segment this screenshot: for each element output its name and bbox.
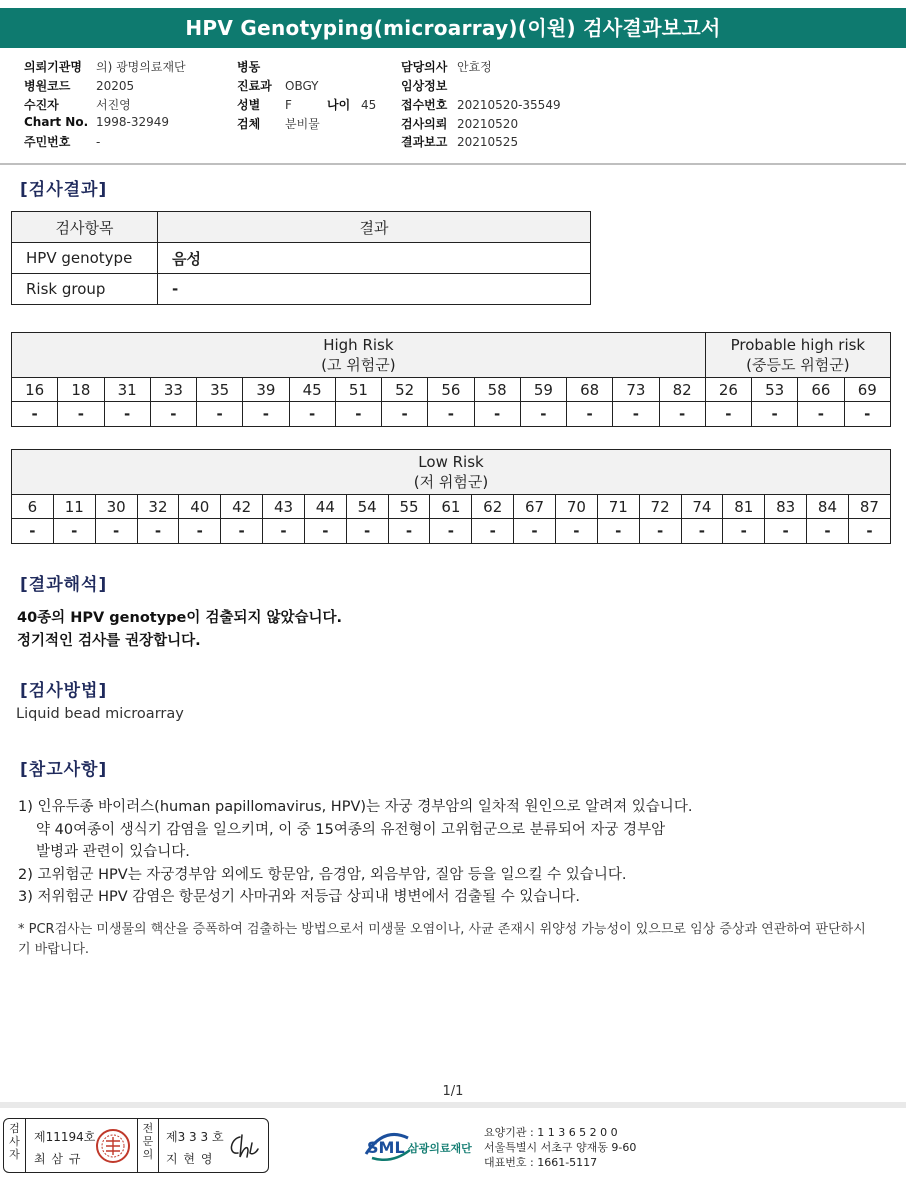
hpv-type-cell: 43 bbox=[263, 495, 305, 519]
hpv-type-cell: 55 bbox=[388, 495, 430, 519]
high-risk-header bbox=[12, 333, 706, 378]
method-text: Liquid bead microarray bbox=[16, 706, 184, 722]
company-address: 서울특별시 서초구 양재동 9-60 bbox=[484, 1141, 637, 1154]
hpv-result-cell: - bbox=[430, 519, 472, 544]
examinee-value: 서진영 bbox=[96, 98, 131, 112]
hpv-type-cell: 56 bbox=[428, 378, 474, 402]
hpv-type-cell: 30 bbox=[95, 495, 137, 519]
interpretation-text bbox=[17, 607, 342, 653]
hpv-result-cell: - bbox=[848, 519, 890, 544]
org-code: 요양기관 : 1 1 3 6 5 2 0 0 bbox=[484, 1126, 618, 1139]
hpv-result-cell: - bbox=[12, 519, 54, 544]
sex-label: 성별 bbox=[237, 98, 261, 112]
logo-text: SML bbox=[367, 1138, 405, 1157]
examiner-license: 제11194호 bbox=[34, 1130, 96, 1144]
result-header-item: 검사항목 bbox=[12, 212, 158, 243]
result-value: - bbox=[158, 274, 591, 305]
notes-section-title: [참고사항] bbox=[20, 760, 108, 780]
hpv-type-cell: 26 bbox=[705, 378, 751, 402]
request-date-label: 검사의뢰 bbox=[401, 117, 448, 131]
receipt-no-label: 접수번호 bbox=[401, 98, 448, 112]
low-risk-title: Low Risk bbox=[418, 453, 484, 471]
note-2: 2) 고위험군 HPV는 자궁경부암 외에도 항문암, 음경암, 외음부암, 질암 등을 일으킬 수 있습니다. bbox=[18, 866, 627, 883]
hpv-type-cell: 61 bbox=[430, 495, 472, 519]
hpv-result-cell: - bbox=[428, 402, 474, 427]
hpv-result-cell: - bbox=[807, 519, 849, 544]
note-1-cont2: 발병과 관련이 있습니다. bbox=[36, 844, 190, 860]
page-number: 1/1 bbox=[442, 1084, 464, 1099]
hpv-type-cell: 40 bbox=[179, 495, 221, 519]
hpv-type-cell: 71 bbox=[597, 495, 639, 519]
chart-no-label: Chart No. bbox=[24, 115, 89, 129]
hpv-result-cell: - bbox=[705, 402, 751, 427]
receipt-no-value: 20210520-35549 bbox=[457, 98, 561, 112]
resident-no-value: - bbox=[96, 135, 101, 149]
hpv-result-cell: - bbox=[197, 402, 243, 427]
hpv-result-cell: - bbox=[613, 402, 659, 427]
hpv-type-cell: 69 bbox=[844, 378, 891, 402]
hpv-result-cell: - bbox=[520, 402, 566, 427]
hpv-type-cell: 44 bbox=[304, 495, 346, 519]
hpv-result-cell: - bbox=[95, 519, 137, 544]
hpv-result-cell: - bbox=[798, 402, 844, 427]
hpv-type-cell: 39 bbox=[243, 378, 289, 402]
high-risk-table bbox=[11, 332, 891, 427]
hpv-result-cell: - bbox=[335, 402, 381, 427]
hospital-code-label: 병원코드 bbox=[24, 79, 71, 93]
hpv-result-cell: - bbox=[289, 402, 335, 427]
result-item: HPV genotype bbox=[12, 243, 158, 274]
hpv-result-cell: - bbox=[472, 519, 514, 544]
hpv-type-cell: 73 bbox=[613, 378, 659, 402]
low-risk-table bbox=[11, 449, 891, 544]
result-header-result: 결과 bbox=[158, 212, 591, 243]
high-risk-subtitle: (고 위험군) bbox=[321, 356, 396, 374]
logo-name: 삼광의료재단 bbox=[408, 1142, 472, 1155]
hpv-type-cell: 58 bbox=[474, 378, 520, 402]
low-risk-subtitle: (저 위험군) bbox=[413, 473, 489, 491]
hpv-result-cell: - bbox=[382, 402, 428, 427]
hpv-result-cell: - bbox=[659, 402, 705, 427]
hpv-result-cell: - bbox=[555, 519, 597, 544]
note-1-cont: 약 40여종이 생식기 감염을 일으키며, 이 중 15여종의 유전형이 고위험군으로 분류되어 자궁 경부암 bbox=[36, 821, 666, 838]
probable-risk-header bbox=[705, 333, 890, 378]
hpv-result-cell: - bbox=[346, 519, 388, 544]
hpv-result-cell: - bbox=[723, 519, 765, 544]
interp-prefix: 40종의 bbox=[17, 610, 71, 626]
footer bbox=[0, 1102, 906, 1179]
probable-risk-title: Probable high risk bbox=[730, 336, 866, 354]
doctor-label: 담당의사 bbox=[401, 60, 448, 74]
hpv-result-cell: - bbox=[474, 402, 520, 427]
probable-risk-subtitle: (중등도 위험군) bbox=[746, 356, 850, 374]
interp-line2: 정기적인 검사를 권장합니다. bbox=[17, 633, 201, 649]
result-value: 음성 bbox=[158, 243, 591, 274]
result-section-title: [검사결과] bbox=[20, 180, 108, 200]
examinee-label: 수진자 bbox=[24, 98, 59, 112]
hpv-type-cell: 32 bbox=[137, 495, 179, 519]
institution-label: 의뢰기관명 bbox=[24, 60, 82, 74]
hpv-type-cell: 54 bbox=[346, 495, 388, 519]
hpv-result-cell: - bbox=[567, 402, 613, 427]
high-risk-title: High Risk bbox=[323, 336, 394, 354]
specimen-label: 검체 bbox=[237, 117, 261, 131]
hpv-result-cell: - bbox=[243, 402, 289, 427]
hpv-type-cell: 33 bbox=[150, 378, 196, 402]
examiner-label-text: 검사자 bbox=[9, 1122, 20, 1161]
hpv-type-cell: 87 bbox=[848, 495, 890, 519]
interp-suffix: 이 검출되지 않았습니다. bbox=[186, 610, 343, 626]
hpv-result-cell: - bbox=[765, 519, 807, 544]
hpv-type-cell: 59 bbox=[520, 378, 566, 402]
examiner-label bbox=[4, 1119, 26, 1172]
hpv-type-cell: 62 bbox=[472, 495, 514, 519]
hpv-result-cell: - bbox=[304, 519, 346, 544]
report-date-value: 20210525 bbox=[457, 135, 519, 149]
hpv-type-cell: 72 bbox=[639, 495, 681, 519]
hpv-result-cell: - bbox=[514, 519, 556, 544]
hpv-type-cell: 66 bbox=[798, 378, 844, 402]
hpv-result-cell: - bbox=[179, 519, 221, 544]
specialist-name: 지 현 영 bbox=[166, 1152, 214, 1166]
hpv-type-cell: 18 bbox=[58, 378, 104, 402]
report-date-label: 결과보고 bbox=[401, 135, 448, 149]
hpv-result-cell: - bbox=[639, 519, 681, 544]
company-phone: 대표번호 : 1661-5117 bbox=[484, 1156, 598, 1169]
hpv-result-cell: - bbox=[388, 519, 430, 544]
hpv-result-cell: - bbox=[263, 519, 305, 544]
ward-label: 병동 bbox=[237, 60, 261, 74]
hpv-type-cell: 6 bbox=[12, 495, 54, 519]
request-date-value: 20210520 bbox=[457, 117, 519, 131]
hpv-result-cell: - bbox=[681, 519, 723, 544]
hpv-type-cell: 84 bbox=[807, 495, 849, 519]
signature-box bbox=[3, 1118, 269, 1173]
examiner-seal-icon bbox=[94, 1127, 132, 1165]
hpv-result-cell: - bbox=[137, 519, 179, 544]
hospital-code-value: 20205 bbox=[96, 79, 135, 93]
interpretation-section-title: [결과해석] bbox=[20, 575, 108, 595]
hpv-result-cell: - bbox=[53, 519, 95, 544]
low-risk-header bbox=[12, 450, 891, 495]
hpv-type-cell: 42 bbox=[221, 495, 263, 519]
hpv-type-cell: 16 bbox=[12, 378, 58, 402]
clinical-info-label: 임상정보 bbox=[401, 79, 448, 93]
table-row bbox=[12, 274, 591, 305]
patient-info bbox=[0, 50, 906, 165]
examiner-name: 최 삼 규 bbox=[34, 1152, 82, 1166]
hpv-type-cell: 51 bbox=[335, 378, 381, 402]
specimen-value: 분비물 bbox=[285, 117, 320, 131]
hpv-result-cell: - bbox=[752, 402, 798, 427]
hpv-type-cell: 67 bbox=[514, 495, 556, 519]
hpv-result-cell: - bbox=[150, 402, 196, 427]
method-section-title: [검사방법] bbox=[20, 681, 108, 701]
interp-bold: HPV genotype bbox=[70, 610, 187, 626]
hpv-type-cell: 82 bbox=[659, 378, 705, 402]
age-label: 나이 bbox=[327, 98, 351, 112]
pcr-footnote: * PCR검사는 미생물의 핵산을 증폭하여 검출하는 방법으로서 미생물 오염이나, 사균 존재시 위양성 가능성이 있으므로 임상 증상과 연관하여 판단하시기 바랍니다. bbox=[18, 922, 866, 957]
hpv-type-cell: 68 bbox=[567, 378, 613, 402]
report-title: HPV Genotyping(microarray)(이원) 검사결과보고서 bbox=[0, 8, 906, 48]
specialist-license: 제3 3 3 호 bbox=[166, 1130, 224, 1144]
hpv-result-cell: - bbox=[58, 402, 104, 427]
company-info bbox=[484, 1125, 636, 1170]
hpv-result-cell: - bbox=[104, 402, 150, 427]
chart-no-value: 1998-32949 bbox=[96, 115, 170, 129]
hpv-type-cell: 52 bbox=[382, 378, 428, 402]
signature-icon bbox=[226, 1131, 262, 1163]
doctor-value: 안효정 bbox=[457, 60, 492, 74]
department-value: OBGY bbox=[285, 79, 319, 93]
hpv-type-cell: 53 bbox=[752, 378, 798, 402]
note-1: 1) 인유두종 바이러스(human papillomavirus, HPV)는 자궁 경부암의 일차적 원인으로 알려져 있습니다. bbox=[18, 799, 693, 815]
hpv-type-cell: 81 bbox=[723, 495, 765, 519]
hpv-type-cell: 74 bbox=[681, 495, 723, 519]
age-value: 45 bbox=[361, 98, 377, 112]
resident-no-label: 주민번호 bbox=[24, 135, 71, 149]
hpv-result-cell: - bbox=[221, 519, 263, 544]
institution-value: 의) 광명의료재단 bbox=[96, 60, 186, 74]
hpv-type-cell: 45 bbox=[289, 378, 335, 402]
sex-value: F bbox=[285, 98, 292, 112]
table-row bbox=[12, 243, 591, 274]
department-label: 진료과 bbox=[237, 79, 272, 93]
specialist-label bbox=[137, 1119, 159, 1172]
specialist-label-text: 전문의 bbox=[142, 1122, 154, 1161]
note-3: 3) 저위험군 HPV 감염은 항문성기 사마귀와 저등급 상피내 병변에서 검출될 수 있습니다. bbox=[18, 889, 580, 905]
result-table bbox=[11, 211, 591, 305]
hpv-type-cell: 70 bbox=[555, 495, 597, 519]
hpv-type-cell: 83 bbox=[765, 495, 807, 519]
hpv-type-cell: 31 bbox=[104, 378, 150, 402]
hpv-result-cell: - bbox=[12, 402, 58, 427]
hpv-type-cell: 11 bbox=[53, 495, 95, 519]
result-item: Risk group bbox=[12, 274, 158, 305]
hpv-result-cell: - bbox=[597, 519, 639, 544]
hpv-type-cell: 35 bbox=[197, 378, 243, 402]
hpv-result-cell: - bbox=[844, 402, 891, 427]
notes-list bbox=[18, 796, 692, 909]
